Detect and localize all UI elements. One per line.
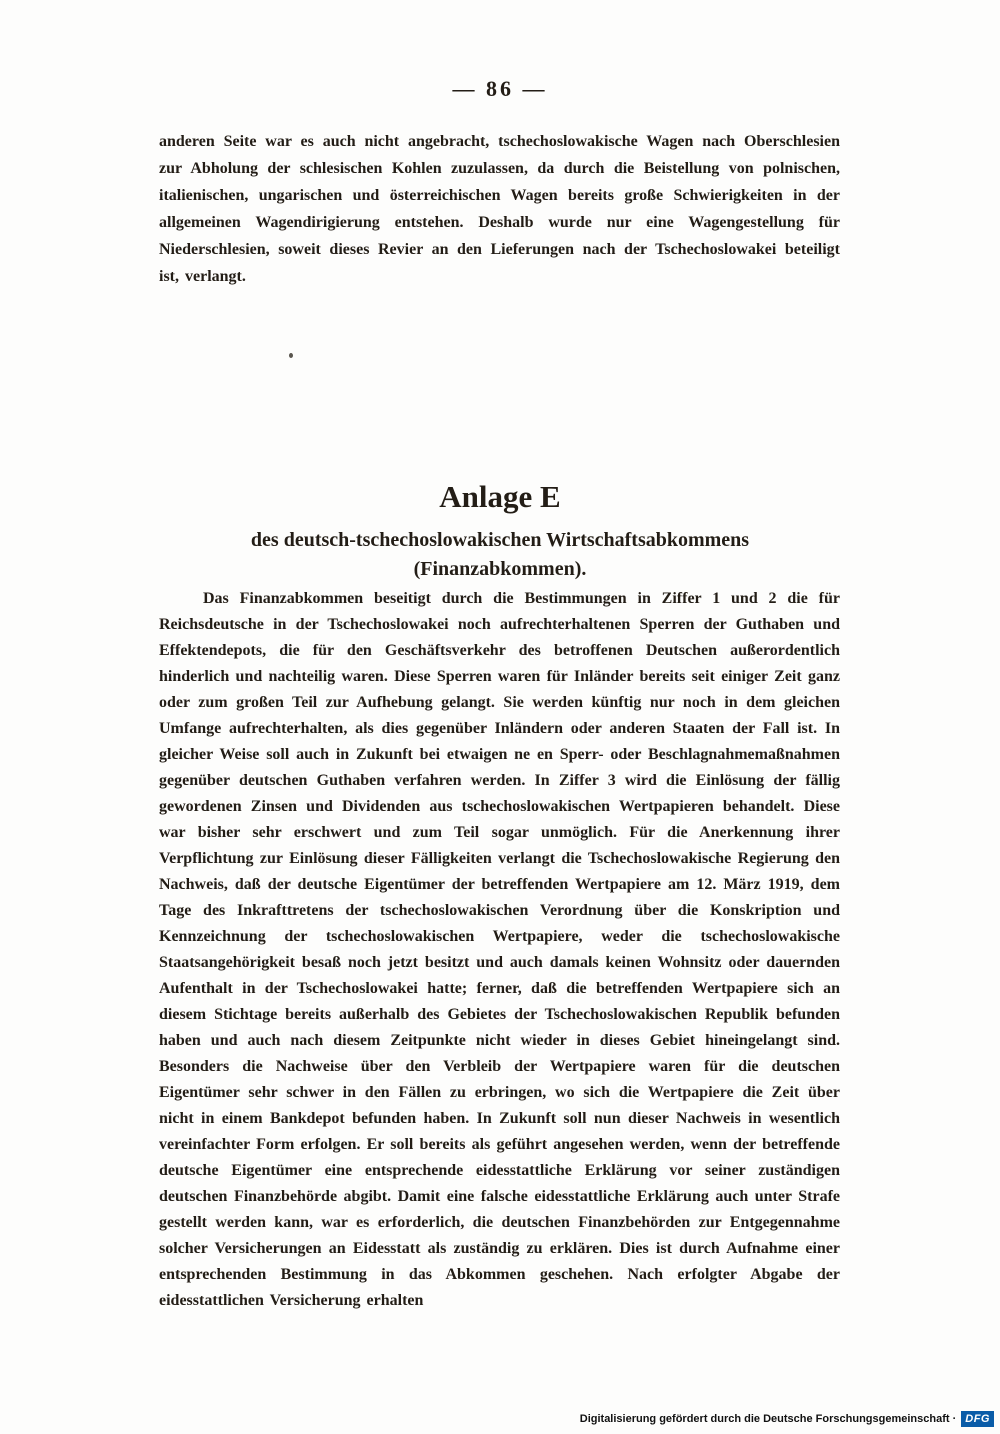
- dfg-logo: DFG: [961, 1411, 994, 1427]
- digitization-credit-text: Digitalisierung gefördert durch die Deutsche Forschungsgemeinschaft ·: [579, 1413, 957, 1425]
- annex-body-paragraph: Das Finanzabkommen beseitigt durch die Bestimmungen in Ziffer 1 und 2 die für Reichsdeutsche in der Tschechoslowakei noch aufrechterhaltenen Sperren der Guthaben und Effektendepots, die für den Geschäftsverkehr des betroffenen Deutschen außerordentlich hinderlich und nachteilig waren. Diese Sperren waren für Inländer bereits seit einiger Zeit ganz oder zum großen Teil zur Aufhebung gelangt. Sie werden künftig nur noch in dem gleichen Umfange aufrechterhalten, als dies gegenüber Inländern oder anderen Staaten der Fall ist. In gleicher Weise soll auch in Zukunft bei etwaigen ne en Sperr- oder Beschlagnahmemaßnahmen gegenüber deutschen Guthaben verfahren werden. In Ziffer 3 wird die Einlösung der fällig gewordenen Zinsen und Dividenden aus tschechoslowakischen Wertpapieren behandelt. Diese war bisher sehr erschwert und zum Teil sogar unmöglich. Für die Anerkennung ihrer Verpflichtung zur Einlösung dieser Fälligkeiten verlangt die Tschechoslowakische Regierung den Nachweis, daß der deutsche Eigentümer der betreffenden Wertpapiere am 12. März 1919, dem Tage des Inkrafttretens der tschechoslowakischen Verordnung über die Konskription und Kennzeichnung der tschechoslowakischen Wertpapiere, weder die tschechoslowakische Staatsangehörigkeit besaß noch jetzt besitzt und auch damals keinen Wohnsitz oder dauernden Aufenthalt in der Tschechoslowakei hatte; ferner, daß die betreffenden Wertpapiere sich an diesem Stichtage bereits außerhalb des Gebietes der Tschechoslowakischen Republik befunden haben und auch nach diesem Zeitpunkte nicht wieder in dieses Gebiet hineingelangt sind. Besonders die Nachweise über den Verbleib der Wertpapiere waren für die deutschen Eigentümer sehr schwer in den Fällen zu erbringen, wo sich die Wertpapiere die Zeit über nicht in einem Bankdepot befunden haben. In Zukunft soll nun dieser Nachweis in wesentlich vereinfachter Form erfolgen. Er soll bereits als geführt angesehen werden, wenn der betreffende deutsche Eigentümer eine entsprechende eidesstattliche Erklärung vor seiner zuständigen deutschen Finanzbehörde abgibt. Damit eine falsche eidesstattliche Erklärung auch unter Strafe gestellt werden kann, war es erforderlich, die deutschen Finanzbehörden zur Entgegennahme solcher Versicherungen an Eidesstatt als zuständig zu erklären. Dies ist durch Aufnahme einer entsprechenden Bestimmung in das Abkommen geschehen. Nach erfolgter Abgabe der eidesstattlichen Versicherung erhalten: [159, 590, 840, 1309]
- ink-speck: [289, 353, 293, 358]
- digitization-credit: [580, 1411, 994, 1427]
- page-number: — 86 —: [452, 76, 548, 101]
- annex-subtitle: [0, 526, 1000, 584]
- annex-subtitle-line2: (Finanzabkommen).: [413, 558, 587, 580]
- annex-subtitle-line1: des deutsch-tschechoslowakischen Wirtschaftsabkommens: [250, 529, 750, 551]
- annex-title: Anlage E: [439, 479, 561, 514]
- continuation-paragraph: anderen Seite war es auch nicht angebracht, tschechoslowakische Wagen nach Oberschlesien zur Abholung der schlesischen Kohlen zuzulassen, da durch die Beistellung von polnischen, italienischen, ungarischen und österreichischen Wagen bereits große Schwierigkeiten in der allgemeinen Wagendirigierung entstehen. Deshalb wurde nur eine Wagengestellung für Niederschlesien, soweit dieses Revier an den Lieferungen nach der Tschechoslowakei beteiligt ist, verlangt.: [159, 133, 840, 285]
